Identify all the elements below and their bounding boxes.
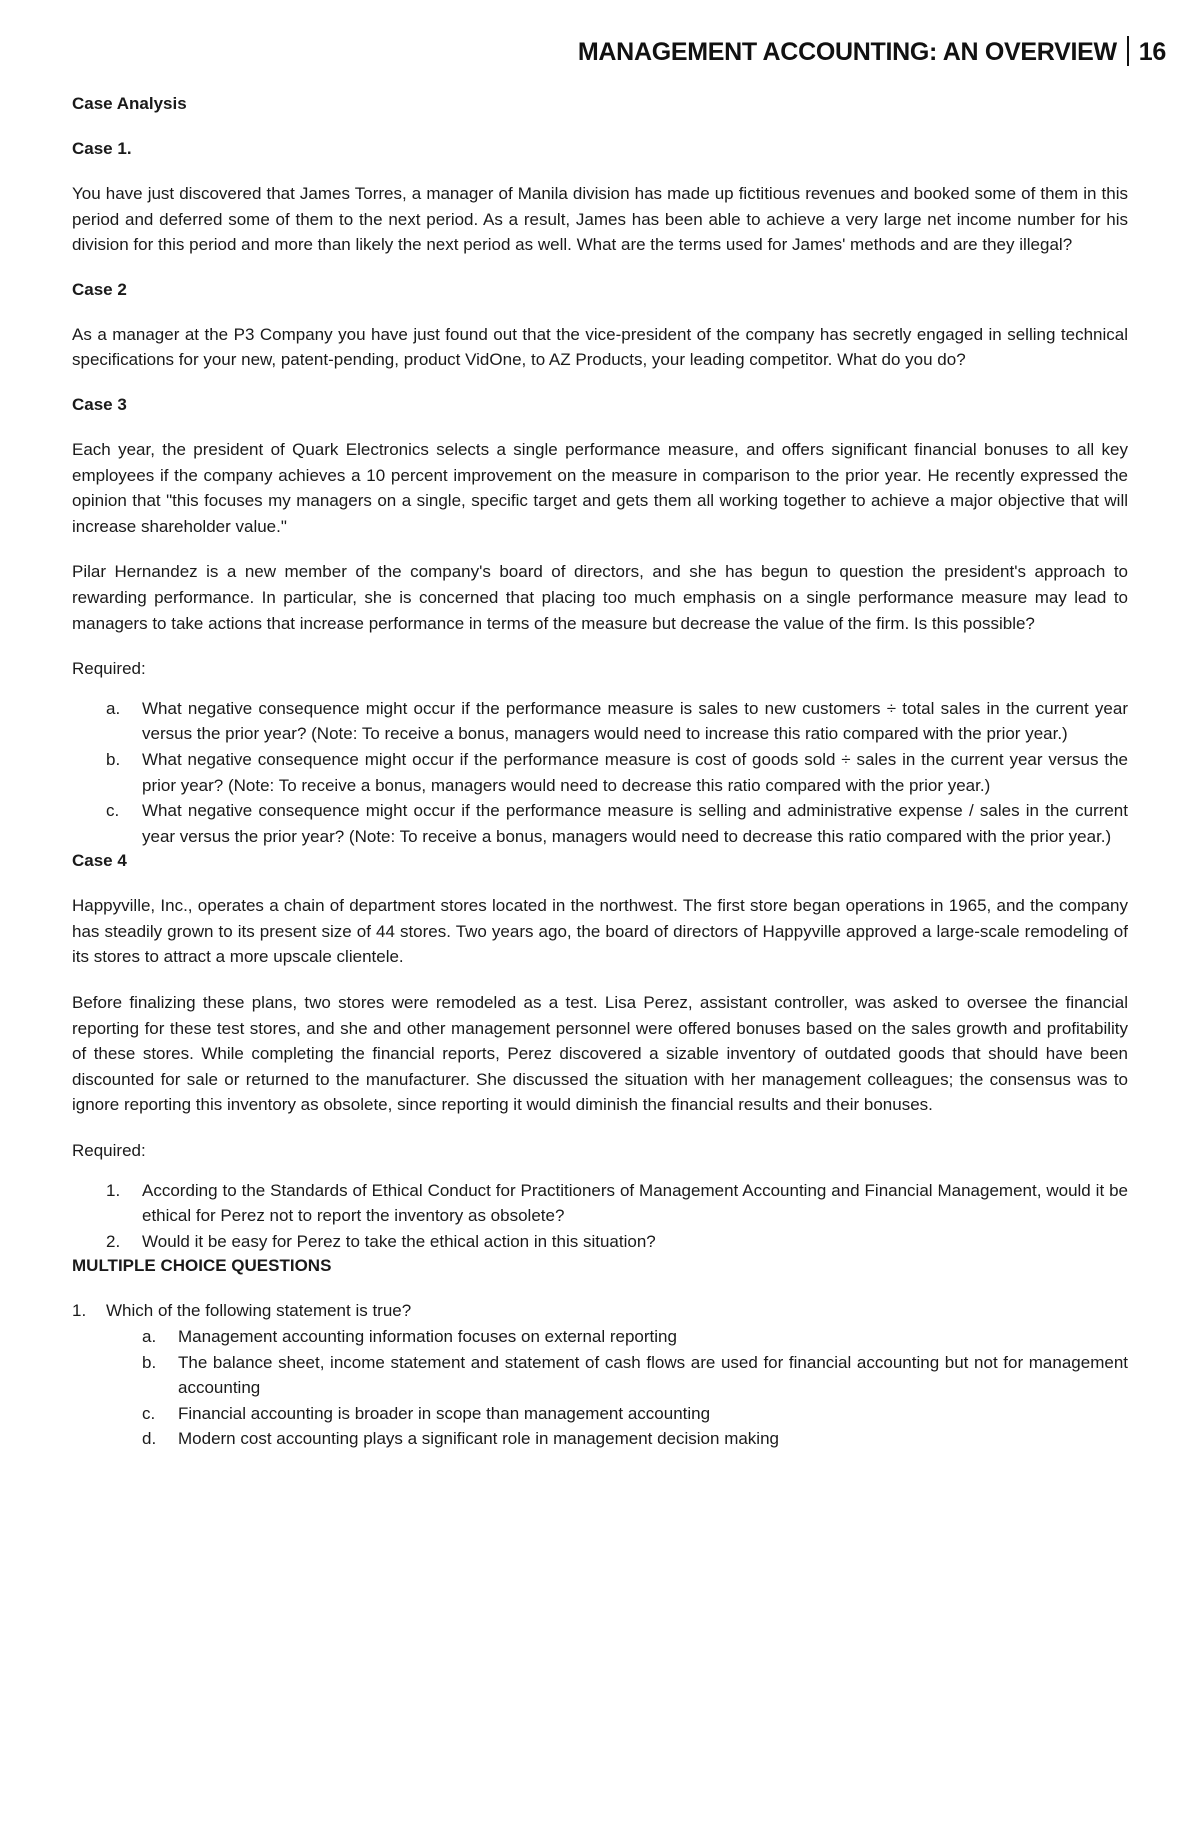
case2-heading: Case 2	[72, 279, 127, 299]
case3-paragraph-1: Each year, the president of Quark Electronics selects a single performance measure, and offers significant financial bonuses to all key employees if the company achieves a 10 percent improvement on the measure in comparison to the prior year. He recently expressed the opinion that "this focuses my managers on a single, specific target and gets them all working together to achieve a major objective that will increase shareholder value."	[72, 439, 1128, 536]
mcq-option	[72, 1426, 1128, 1452]
page-number: 16	[1138, 38, 1166, 66]
list-item	[72, 1229, 1128, 1255]
case1-heading: Case 1.	[72, 139, 132, 158]
document-body	[72, 92, 1128, 1452]
list-item	[72, 747, 1128, 798]
option-marker: c.	[142, 1403, 156, 1423]
mcq-heading: MULTIPLE CHOICE QUESTIONS	[72, 1256, 332, 1276]
page-header	[578, 36, 1166, 67]
list-item	[72, 798, 1128, 849]
option-marker: d.	[142, 1429, 157, 1449]
case4-paragraph-2: Before finalizing these plans, two stores were remodeled as a test. Lisa Perez, assistant controller, was asked to oversee the financial reporting for these test stores, and she and other management personnel were offered bonuses based on the sales growth and profitability of these stores. While completing the financial reports, Perez discovered a sizable inventory of outdated goods that should have been discounted for sale or returned to the manufacturer. She discussed the situation with her management colleagues; the consensus was to ignore reporting this inventory as obsolete, since reporting it would diminish the financial results and their bonuses.	[72, 993, 1128, 1115]
case-analysis-heading: Case Analysis	[72, 94, 187, 113]
mcq-option	[72, 1324, 1128, 1350]
header-divider	[1127, 36, 1129, 66]
option-text: Modern cost accounting plays a significant role in management decision making	[178, 1429, 779, 1449]
question-text: Which of the following statement is true?	[106, 1301, 412, 1321]
list-item-text: Would it be easy for Perez to take the ethical action in this situation?	[142, 1231, 656, 1251]
case4-paragraph-1: Happyville, Inc., operates a chain of department stores located in the northwest. The first store began operations in 1965, and the company has steadily grown to its present size of 44 stores. Two years ago, the board of directors of Happyville approved a large-scale remodeling of its stores to attract a more upscale clientele.	[72, 896, 1128, 967]
case4-heading: Case 4	[72, 851, 127, 871]
case1-text: You have just discovered that James Torres, a manager of Manila division has made up fictitious revenues and booked some of them in this period and deferred some of them to the next period. As a result, James has been able to achieve a very large net income number for his division for this period and more than likely the next period as well. What are the terms used for James' methods and are they illegal?	[72, 184, 1128, 255]
mcq-option	[72, 1350, 1128, 1401]
list-item-text: According to the Standards of Ethical Conduct for Practitioners of Management Accounting and Financial Management, would it be ethical for Perez not to report the inventory as obsolete?	[142, 1180, 1128, 1226]
case3-required-list	[72, 696, 1128, 850]
list-marker: 2.	[106, 1231, 121, 1251]
list-marker: c.	[106, 801, 120, 821]
list-marker: 1.	[106, 1180, 121, 1200]
question-number: 1.	[72, 1301, 87, 1321]
case3-heading: Case 3	[72, 394, 127, 414]
list-marker: a.	[106, 698, 121, 718]
header-title: MANAGEMENT ACCOUNTING: AN OVERVIEW	[577, 38, 1117, 66]
list-item	[72, 1178, 1128, 1229]
mcq-option	[72, 1401, 1128, 1427]
list-item	[72, 696, 1128, 747]
case2-text: As a manager at the P3 Company you have just found out that the vice-president of the company has secretly engaged in selling technical specifications for your new, patent-pending, product VidOne, to AZ Products, your leading competitor. What do you do?	[72, 324, 1128, 370]
list-item-text: What negative consequence might occur if the performance measure is cost of goods sold ÷ sales in the current year versus the prior year? (Note: To receive a bonus, managers would need to decrease this ratio compared with the prior year.)	[142, 749, 1128, 795]
option-marker: b.	[142, 1352, 157, 1372]
list-marker: b.	[106, 749, 121, 769]
option-text: Management accounting information focuses on external reporting	[178, 1327, 677, 1346]
case3-required: Required:	[72, 659, 146, 679]
option-text: The balance sheet, income statement and statement of cash flows are used for financial accounting but not for management accounting	[178, 1352, 1128, 1398]
mcq-options	[72, 1324, 1128, 1452]
list-item-text: What negative consequence might occur if the performance measure is sales to new customers ÷ total sales in the current year versus the prior year? (Note: To receive a bonus, managers would need to increase this ratio compared with the prior year.)	[142, 698, 1128, 744]
case4-required: Required:	[72, 1141, 146, 1161]
mcq-question	[72, 1298, 1128, 1324]
option-text: Financial accounting is broader in scope than management accounting	[178, 1403, 711, 1423]
case4-required-list	[72, 1178, 1128, 1255]
option-marker: a.	[142, 1327, 157, 1346]
case3-paragraph-2: Pilar Hernandez is a new member of the company's board of directors, and she has begun to question the president's approach to rewarding performance. In particular, she is concerned that placing too much emphasis on a single performance measure may lead to managers to take actions that increase performance in terms of the measure but decrease the value of the firm. Is this possible?	[72, 562, 1128, 633]
list-item-text: What negative consequence might occur if the performance measure is selling and administrative expense / sales in the current year versus the prior year? (Note: To receive a bonus, managers would need to decrease this ratio compared with the prior year.)	[142, 801, 1128, 846]
